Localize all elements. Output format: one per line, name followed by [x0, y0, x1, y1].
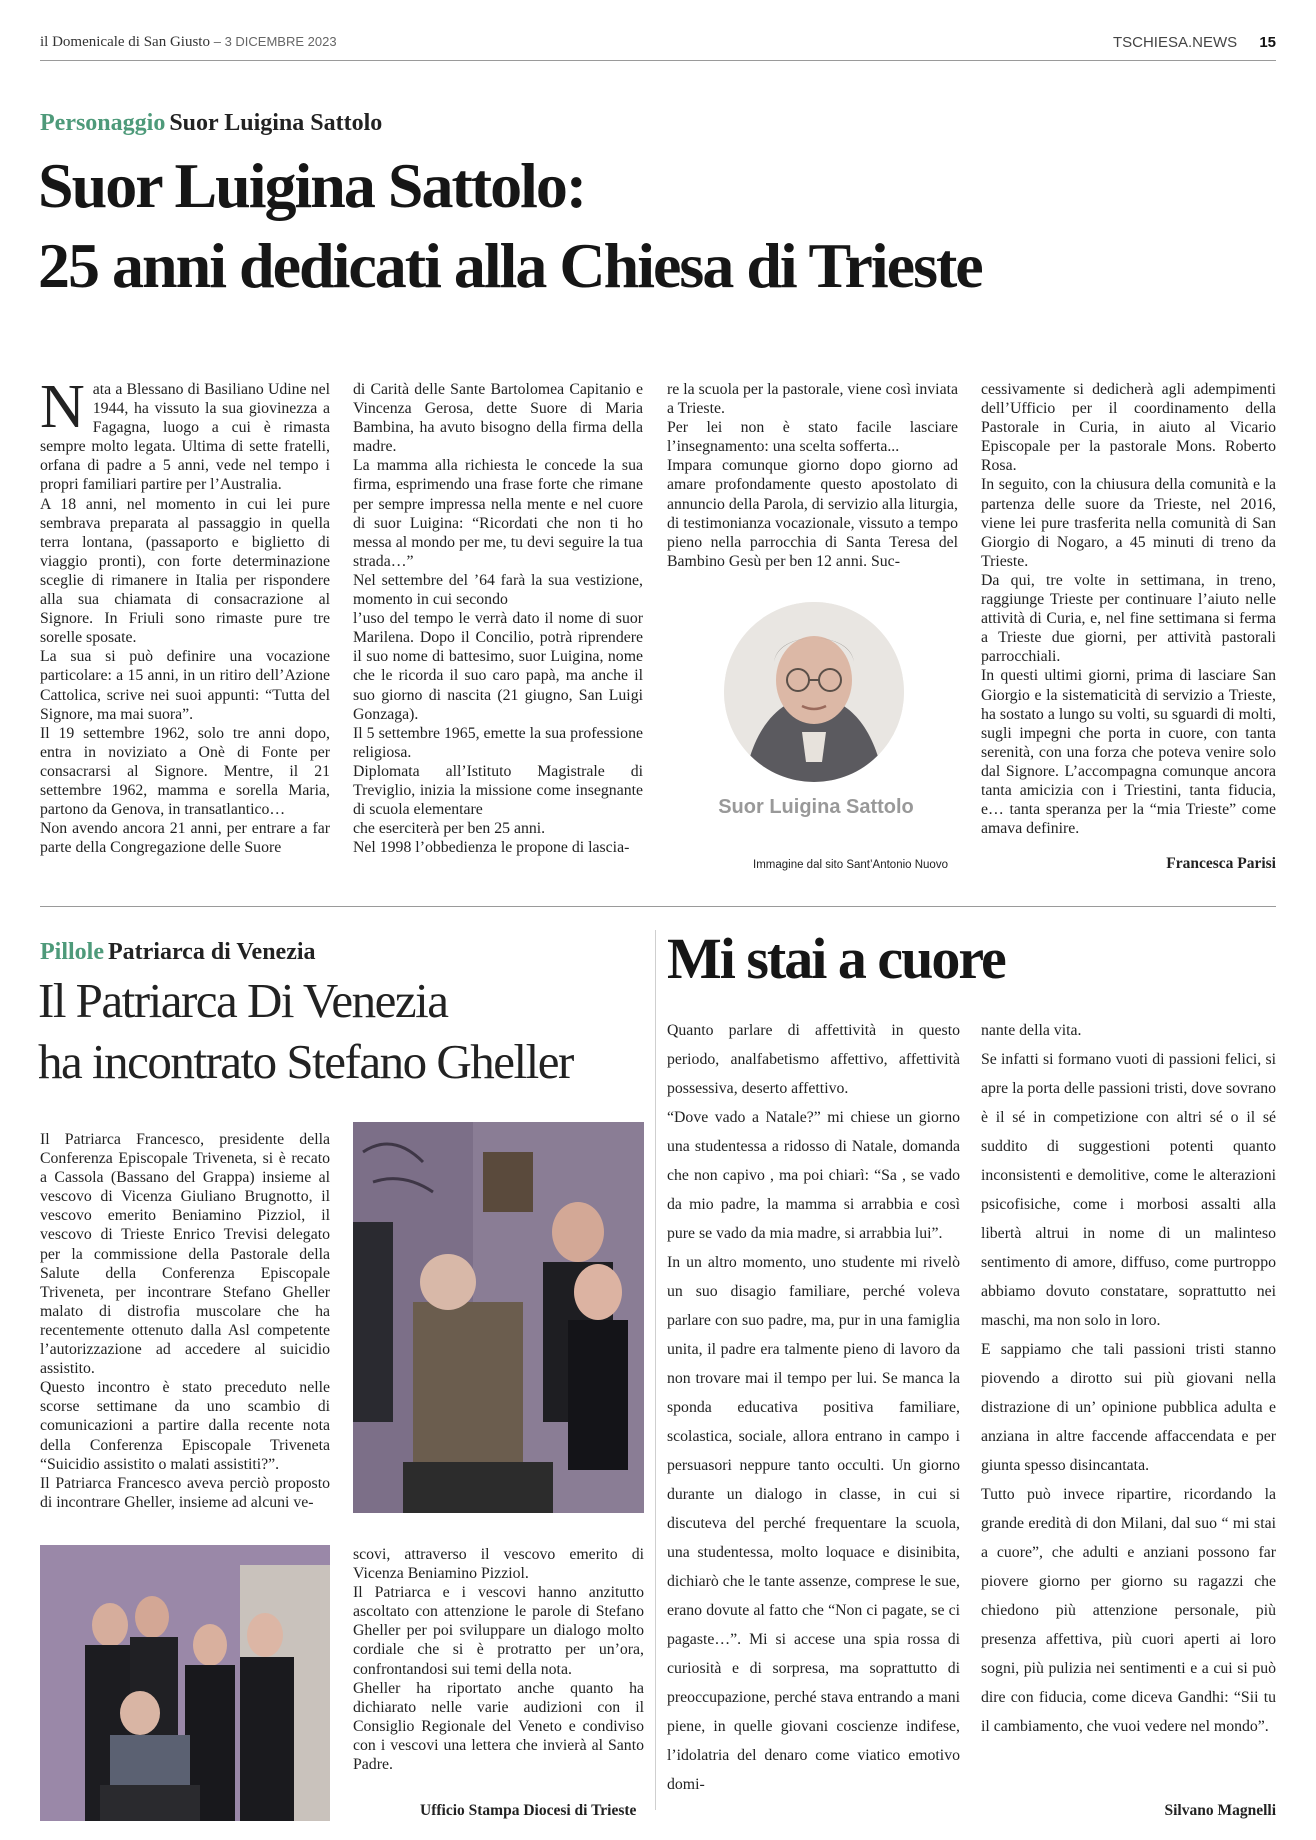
- article1-col1-p1: ata a Blessano di Basiliano Udine nel 1944, ha vissuto la sua giovinezza a Fagagna, luogo a cui è rimasta sempre molto legata. Ultima di sette fratelli, orfana di padre a 5 anni, vede nel tempo i propri familiari partire per l’Australia.: [40, 381, 330, 494]
- article1-col2-p1: di Carità delle Sante Bartolomea Capitanio e Vincenza Gerosa, dette Suore di Maria Bambina, ha avuto bisogno della firma della madre.: [353, 381, 643, 456]
- article2-col2-p1: scovi, attraverso il vescovo emerito di Vicenza Beniamino Pizziol.: [353, 1546, 644, 1583]
- article3-column2: [981, 1016, 1276, 1741]
- issue-date: – 3 DICEMBRE 2023: [213, 34, 337, 49]
- article3-col2-p2: Se infatti si formano vuoti di passioni felici, si apre la porta delle passioni tristi, dove sovrano è il sé in competizione con altri sé o il sé suddito di suggestioni potenti quanto inconsistenti e demolitive, come le alterazioni psicofisiche, come i morbosi assalti alla libertà altrui in nome di un malinteso sentimento di amore, diffuso, come purtroppo abbiamo dovuto constatare, soprattutto nei maschi, ma non solo in loro.: [981, 1051, 1276, 1329]
- site-link[interactable]: TSCHIESA.NEWS: [1112, 34, 1238, 51]
- article1-col3-p2: Per lei non è stato facile lasciare l’insegnamento: una scelta sofferta...: [667, 419, 958, 456]
- article1-headline: [38, 146, 1278, 306]
- article1-title-line1: Suor Luigina Sattolo:: [38, 150, 586, 221]
- article1-topic: Suor Luigina Sattolo: [169, 110, 383, 136]
- article1-col4-p4: In questi ultimi giorni, prima di lasciare San Giorgio e la sistematicità di servizio a Trieste, ha sostato a lungo su volti, su sguardi di molti, sugli impegni che porta in cuore, con tanta serenità, con una forza che poteva venire solo dal Signore. L’accompagna comunque ancora tanta amicizia con i Triestini, tanta fiducia, e… tanta speranza per la “mia Trieste” come amava definire.: [981, 667, 1276, 838]
- article1-dropcap: N: [40, 373, 85, 441]
- article2-kicker: [40, 939, 316, 966]
- article1-col2-p7: che eserciterà per ben 25 anni.: [353, 820, 546, 838]
- article1-col2-p8: Nel 1998 l’obbedienza le propone di lascia-: [353, 839, 630, 857]
- article1-col3-p1: re la scuola per la pastorale, viene così inviata a Trieste.: [667, 381, 958, 418]
- page-number: 15: [1259, 34, 1276, 51]
- section-rule: [40, 906, 1276, 907]
- group-portrait-image: [40, 1545, 330, 1821]
- header-rule: [40, 60, 1276, 61]
- article2-author: Ufficio Stampa Diocesi di Trieste: [420, 1802, 637, 1819]
- article2-col1-p1: Il Patriarca Francesco, presidente della Conferenza Episcopale Triveneta, si è recato a Cassola (Bassano del Grappa) insieme al vescovo di Vicenza Giuliano Brugnotto, il vescovo emerito Beniamino Pizziol, il vescovo di Trieste Enrico Trevisi delegato per la commissione della Pastorale della Salute della Conferenza Episcopale Triveneta, per incontrare Stefano Gheller malato di distrofia muscolare che ha recentemente ottenuto dalla Asl competente l’autorizzazione ad accedere al suicidio assistito.: [40, 1131, 330, 1378]
- article1-col2-p2: La mamma alla richiesta le concede la sua firma, esprimendo una frase forte che rimane per sempre impressa nella mente e nel cuore di suor Luigina: “Ricordati che non ti ho messa al mondo per me, tu devi seguire la tua strada…”: [353, 457, 643, 570]
- article1-kicker: [40, 110, 382, 137]
- article2-col1-p2: Questo incontro è stato preceduto nelle scorse settimane da uno scambio di comunicazioni a partire dalla recente nota della Conferenza Episcopale Triveneta “Suicidio assistito o malati assistiti?”.: [40, 1379, 330, 1473]
- article1-author: Francesca Parisi: [1166, 855, 1276, 872]
- article1-col2-p6: Diplomata all’Istituto Magistrale di Treviglio, inizia la missione come insegnante di scuola elementare: [353, 762, 643, 819]
- article2-title-line1: Il Patriarca Di Venezia: [38, 973, 448, 1028]
- article3-col1-p3: In un altro momento, uno studente mi rivelò un suo disagio familiare, perché voleva parlare con suo padre, ma, pur in una famiglia unita, il padre era talmente pieno di lavoro da non trovare mai il tempo per lui. Se manca la sponda educativa positiva familiare, scolastica, sociale, allora entrano in campo i persuasori neppure tanto occulti. Un giorno durante un dialogo in classe, in cui si discuteva del perché frequentare la scuola, una studentessa, molto loquace e disinibita, dichiarò che le tante assenze, comprese le sue, erano dovute al fatto che “Non ci pagate, se ci pagaste…”. Mi si accese una spia rossa di curiosità e di sorpresa, ma soprattutto di preoccupazione, perché stava entrando a mani piene, in quelle giovani coscienze indifese, l’idolatria del denaro come viatico emotivo domi-: [667, 1254, 960, 1793]
- article2-headline: [38, 970, 648, 1093]
- article1-col4-p2: In seguito, con la chiusura della comunità e la partenza delle suore da Trieste, nel 2016, viene lei pure trasferita nella comunità di San Giorgio di Nogaro, a 45 minuti di treno da Trieste.: [981, 476, 1276, 570]
- article2-topic: Patriarca di Venezia: [107, 939, 316, 965]
- article1-col1-p3: La sua si può definire una vocazione particolare: a 15 anni, in un ritiro dell’Azione Cattolica, scrive nei suoi appunti: “Tutta del Signore, ma mai suora”.: [40, 648, 330, 723]
- article1-column2: [353, 380, 643, 857]
- column-divider: [655, 930, 656, 1810]
- article3-column1: [667, 1016, 960, 1799]
- article1-col4-p1: cessivamente si dedicherà agli adempimenti dell’Ufficio per il coordinamento della Pastorale in Curia, in aiuto al Vicario Episcopale per la pastorale Mons. Roberto Rosa.: [981, 381, 1276, 475]
- article2-column1: [40, 1130, 330, 1512]
- article1-title-line2: 25 anni dedicati alla Chiesa di Trieste: [38, 230, 982, 301]
- portrait-photo: [724, 602, 904, 782]
- article1-col2-p4: l’uso del tempo le verrà dato il nome di suor Marilena. Dopo il Concilio, potrà riprendere il suo nome di battesimo, suor Luigina, nome che le ricorda il suo caro papà, ma anche il suo giorno di nascita (21 giugno, San Luigi Gonzaga).: [353, 610, 643, 723]
- meeting-photo-room: [353, 1122, 644, 1513]
- article1-column4: [981, 380, 1276, 838]
- article1-column1: [40, 373, 330, 857]
- portrait-caption: Suor Luigina Sattolo: [718, 796, 914, 818]
- article1-col2-p3: Nel settembre del ’64 farà la sua vestizione, momento in cui secondo: [353, 571, 643, 609]
- article3-author: Silvano Magnelli: [1164, 1802, 1276, 1819]
- nun-portrait-image: [724, 602, 904, 782]
- article3-col2-p1: nante della vita.: [981, 1022, 1082, 1039]
- article2-category: Pillole: [40, 939, 104, 965]
- article1-col2-p5: Il 5 settembre 1965, emette la sua professione religiosa.: [353, 724, 643, 761]
- article2-col2-p2: Il Patriarca e i vescovi hanno anzitutto ascoltato con attenzione le parole di Stefano Gheller per poi sviluppare un dialogo molto cordiale che si è protratto per un’ora, confrontandosi sui temi della nota.: [353, 1584, 644, 1678]
- article3-col2-p3: E sappiamo che tali passioni tristi stanno piovendo a dirotto sui più giovani nella distrazione di un’ opinione pubblica adulta e anziana in altre faccende affaccendata e per giunta spesso disincantata.: [981, 1341, 1276, 1474]
- article3-col1-p1: Quanto parlare di affettività in questo periodo, analfabetismo affettivo, affettività possessiva, deserto affettivo.: [667, 1022, 960, 1097]
- article2-col1-p3: Il Patriarca Francesco aveva perciò proposto di incontrare Gheller, insieme ad alcuni ve-: [40, 1474, 330, 1511]
- article1-column3: [667, 380, 958, 571]
- article1-col1-p2: A 18 anni, nel momento in cui lei pure sembrava preparata al passaggio in quella terra lontana, (passaporto e biglietto di viaggio pronti), con forte determinazione sceglie di rimanere in Italia per rispondere alla sua chiamata di consacrazione al Signore. In Friuli sono rimaste pure tre sorelle sposate.: [40, 495, 330, 647]
- article3-headline: Mi stai a cuore: [667, 926, 1005, 991]
- article2-column2: [353, 1545, 644, 1774]
- article3-col2-p4: Tutto può invece ripartire, ricordando la grande eredità di don Milani, dal suo “ mi stai a cuore”, che adulti e anziani possono far piovere giorno per giorno su ragazzi che chiedono più attenzione personale, più presenza affettiva, più cuori aperti ai loro sogni, più pulizia nei sentimenti e a cui si può dire con fiducia, come diceva Gandhi: “Sii tu il cambiamento, che vuoi vedere nel mondo”.: [981, 1486, 1276, 1735]
- article1-col3-p3: Impara comunque giorno dopo giorno ad amare profondamente questo apostolato di annuncio della Parola, di servizio alla liturgia, di testimonianza vocazionale, vissuto a tempo pieno nella parrocchia di Santa Teresa del Bambino Gesù per ben 12 anni. Suc-: [667, 457, 958, 570]
- article3-col1-p2: “Dove vado a Natale?” mi chiese un giorno una studentessa a ridosso di Natale, domanda che non capivo , ma poi chiarì: “Sa , se vado da mio padre, la mamma si arrabbia e così pure se vado da mia madre, si arrabbia lui”.: [667, 1109, 960, 1242]
- masthead: [40, 34, 337, 51]
- article1-col4-p3: Da qui, tre volte in settimana, in treno, raggiunge Trieste per continuare l’aiuto nelle attività di Curia, e, nel fine settimana si ferma a Trieste due giorni, per attività pastorali parrocchiali.: [981, 571, 1276, 666]
- room-scene-image: [353, 1122, 644, 1513]
- meeting-photo-group: [40, 1545, 330, 1821]
- page-info: [1113, 34, 1276, 51]
- article2-col2-p3: Gheller ha riportato anche quanto ha dichiarato nelle varie audizioni con il Consiglio Regionale del Veneto e condiviso con i vescovi una lettera che invierà al Santo Padre.: [353, 1679, 644, 1774]
- article2-title-line2: ha incontrato Stefano Gheller: [38, 1034, 573, 1090]
- article1-col1-p5: Non avendo ancora 21 anni, per entrare a far parte della Congregazione delle Suore: [40, 820, 330, 857]
- article1-category: Personaggio: [40, 110, 166, 136]
- publication-name: il Domenicale di San Giusto: [40, 34, 210, 50]
- photo-credit: Immagine dal sito Sant’Antonio Nuovo: [753, 859, 948, 871]
- article1-col1-p4: Il 19 settembre 1962, solo tre anni dopo, entra in noviziato a Onè di Fonte per consacrarsi al Signore. Mentre, il 21 settembre 1962, mamma e sorella Maria, partono da Genova, in transatlantico…: [40, 724, 330, 819]
